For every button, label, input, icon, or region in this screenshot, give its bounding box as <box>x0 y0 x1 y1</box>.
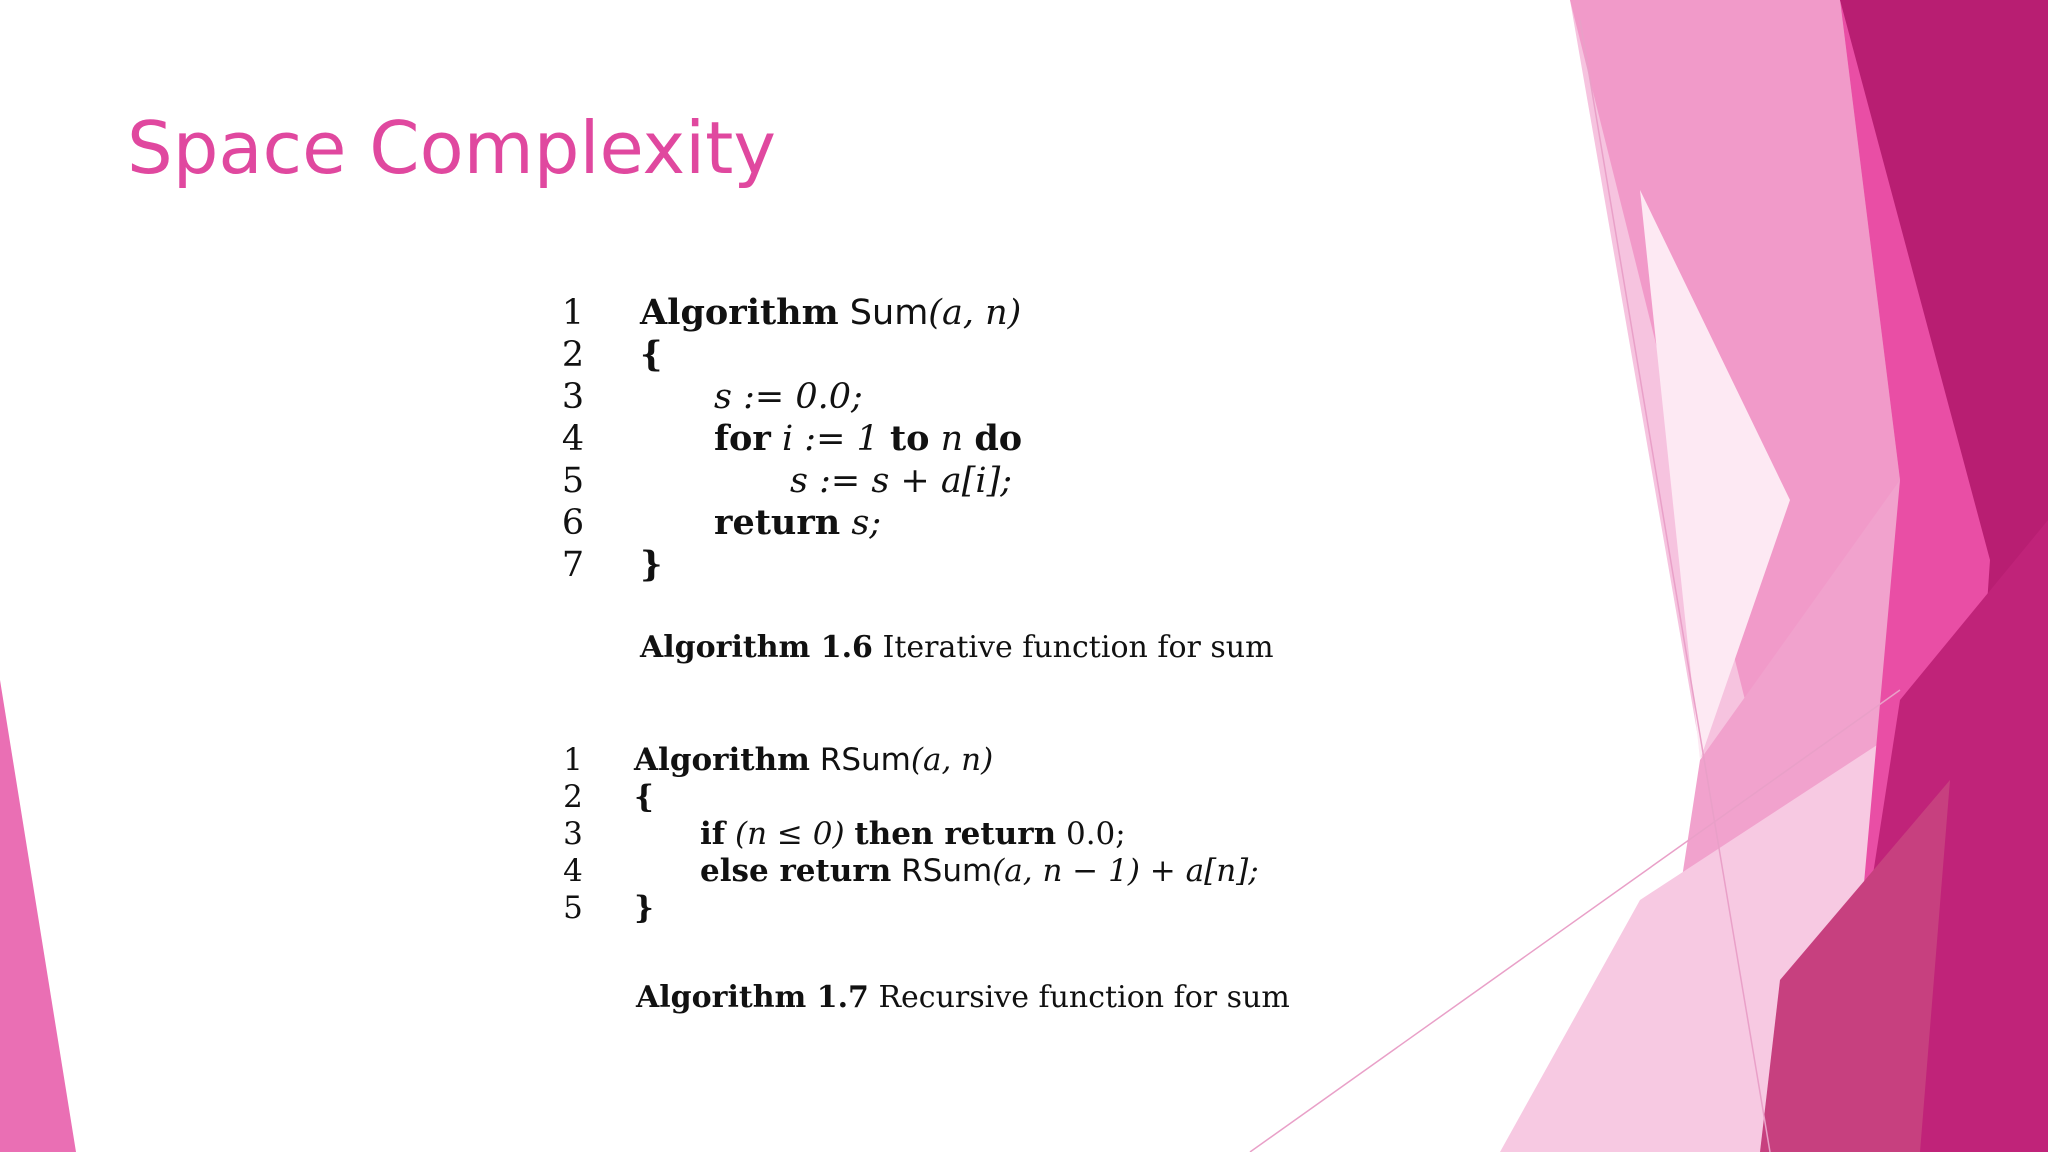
function-name: RSum <box>819 742 911 778</box>
expr: s; <box>851 503 882 543</box>
expr: 0.0; <box>1065 816 1126 852</box>
expr: i := 1 <box>781 419 879 459</box>
algorithm-caption <box>640 630 1274 665</box>
code-text <box>700 816 1126 853</box>
line-number: 5 <box>563 890 583 926</box>
line-number: 5 <box>561 461 585 501</box>
line-number: 4 <box>563 853 583 889</box>
line-number: 3 <box>563 816 583 852</box>
keyword: for <box>714 418 771 459</box>
left-edge-shape <box>0 680 76 1152</box>
algorithm-recursive-sum <box>558 742 1258 942</box>
line-number: 1 <box>563 742 583 778</box>
code-text: s := s + a[i]; <box>790 461 1013 501</box>
line-number: 1 <box>561 293 585 333</box>
code-text <box>714 502 881 544</box>
args: (a, n) <box>928 293 1022 333</box>
caption-label: Algorithm 1.7 <box>636 980 869 1015</box>
code-text <box>714 418 1022 460</box>
code-text <box>700 853 1259 890</box>
code-text: } <box>634 890 654 926</box>
keyword: then return <box>854 816 1057 852</box>
code-text <box>640 292 1021 334</box>
keyword: return <box>714 502 841 543</box>
keyword: Algorithm <box>634 742 810 778</box>
algorithm-iterative-sum <box>558 292 1158 592</box>
line-number: 2 <box>561 335 585 375</box>
code-text: } <box>640 544 663 585</box>
caption-text: Iterative function for sum <box>882 630 1274 665</box>
code-text <box>634 742 993 779</box>
keyword: do <box>974 418 1023 459</box>
expr: n <box>940 419 964 459</box>
line-number: 7 <box>561 545 585 585</box>
line-number: 4 <box>561 419 585 459</box>
code-text: { <box>640 334 663 375</box>
slide-title: Space Complexity <box>127 106 776 190</box>
code-text: s := 0.0; <box>714 377 863 417</box>
algorithm-caption <box>636 980 1290 1015</box>
line-number: 3 <box>561 377 585 417</box>
function-name: Sum <box>849 293 929 333</box>
keyword: if <box>700 816 726 852</box>
line-number: 6 <box>561 503 585 543</box>
caption-label: Algorithm 1.6 <box>640 630 873 665</box>
function-name: RSum <box>901 853 993 889</box>
line-number: 2 <box>563 779 583 815</box>
keyword: to <box>889 418 930 459</box>
expr: (a, n − 1) + a[n]; <box>992 853 1259 889</box>
code-text: { <box>634 779 654 815</box>
caption-text: Recursive function for sum <box>878 980 1290 1015</box>
args: (a, n) <box>910 742 994 778</box>
keyword: Algorithm <box>640 292 839 333</box>
keyword: else return <box>700 853 892 889</box>
expr: (n ≤ 0) <box>734 816 845 852</box>
